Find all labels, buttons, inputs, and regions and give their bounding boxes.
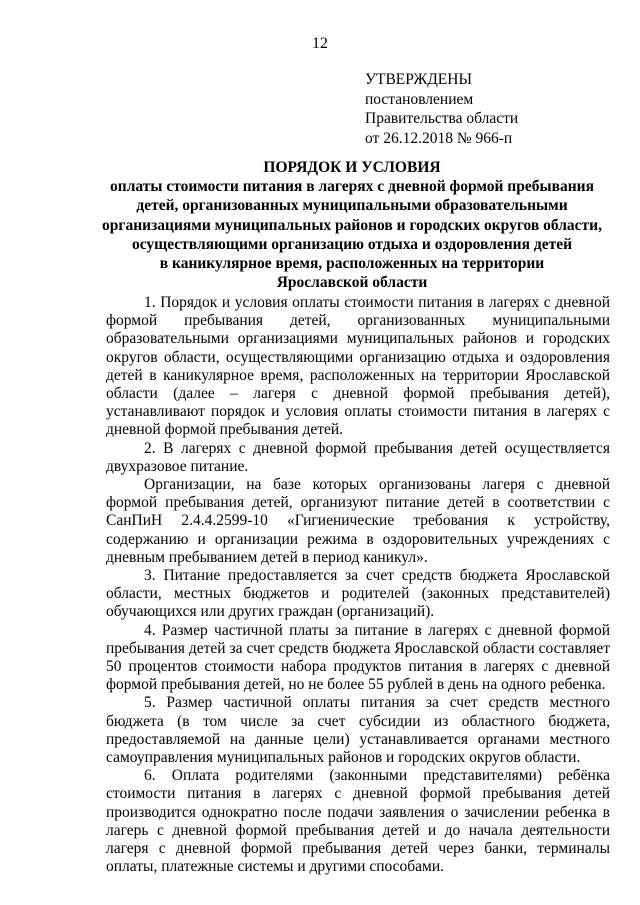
page-number: 12	[312, 35, 328, 52]
title-line: детей, организованных муниципальными образовательными	[136, 197, 568, 215]
paragraph: 4. Размер частичной платы за питание в лагерях с дневной формой пребывания детей за счет средств бюджета Ярославской области составляет 50 процентов стоимости набора продуктов питания в лагерях с дневной формой пребывания детей, но не более 55 рублей в день на одного ребенка.	[106, 621, 610, 694]
title-line: оплаты стоимости питания в лагерях с дневной формой пребывания	[110, 178, 594, 196]
approval-line: Правительства области	[365, 110, 519, 127]
paragraph: 5. Размер частичной оплаты питания за счет средств местного бюджета (в том числе за счет субсидии из областного бюджета, предоставляемой на данные цели) устанавливается органами местного самоуправления муниципальных районов и городских округов области.	[106, 694, 610, 767]
title-heading: ПОРЯДОК И УСЛОВИЯ	[263, 159, 441, 176]
approval-line: УТВЕРЖДЕНЫ	[365, 71, 472, 88]
approval-stamp	[365, 70, 625, 148]
paragraph: Организации, на базе которых организованы лагеря с дневной формой пребывания детей, организуют питание детей в соответствии с СанПиН 2.4.4.2599-10 «Гигиенические требования к устройству, содержанию и организации режима в оздоровительных учреждениях с дневным пребыванием детей в период каникул».	[106, 476, 610, 566]
paragraph: 6. Оплата родителями (законными представителями) ребёнка стоимости питания в лагерях с дневной формой пребывания детей производится однократно после подачи заявления о зачислении ребенка в лагерь с дневной формой пребывания детей и до начала деятельности лагеря с дневной формой пребывания детей через банки, терминалы оплаты, платежные системы и другими способами.	[106, 767, 610, 876]
title-line: Ярославской области	[276, 274, 428, 292]
approval-line: постановлением	[365, 90, 474, 108]
paragraph: 2. В лагерях с дневной формой пребывания детей осуществляется двухразовое питание.	[106, 439, 610, 475]
document-body	[106, 294, 610, 877]
title-line: организациями муниципальных районов и городских округов области,	[102, 216, 602, 234]
paragraph: 1. Порядок и условия оплаты стоимости питания в лагерях с дневной формой пребывания детей, организованных муниципальными образовательными организациями муниципальных районов и городских округов области, осуществляющими организацию отдыха и оздоровления детей в каникулярное время, расположенных на территории Ярославской области (далее – лагеря с дневной формой пребывания детей), устанавливают порядок и условия оплаты стоимости питания в лагерях с дневной формой пребывания детей.	[106, 294, 610, 439]
paragraph: 3. Питание предоставляется за счет средств бюджета Ярославской области, местных бюджетов и родителей (законных представителей) обучающихся или других граждан (организаций).	[106, 567, 610, 621]
title-line: в каникулярное время, расположенных на территории	[159, 255, 545, 273]
approval-line: от 26.12.2018 № 966-п	[365, 129, 513, 147]
title-line: осуществляющими организацию отдыха и оздоровления детей	[131, 235, 573, 253]
document-title	[96, 158, 608, 292]
